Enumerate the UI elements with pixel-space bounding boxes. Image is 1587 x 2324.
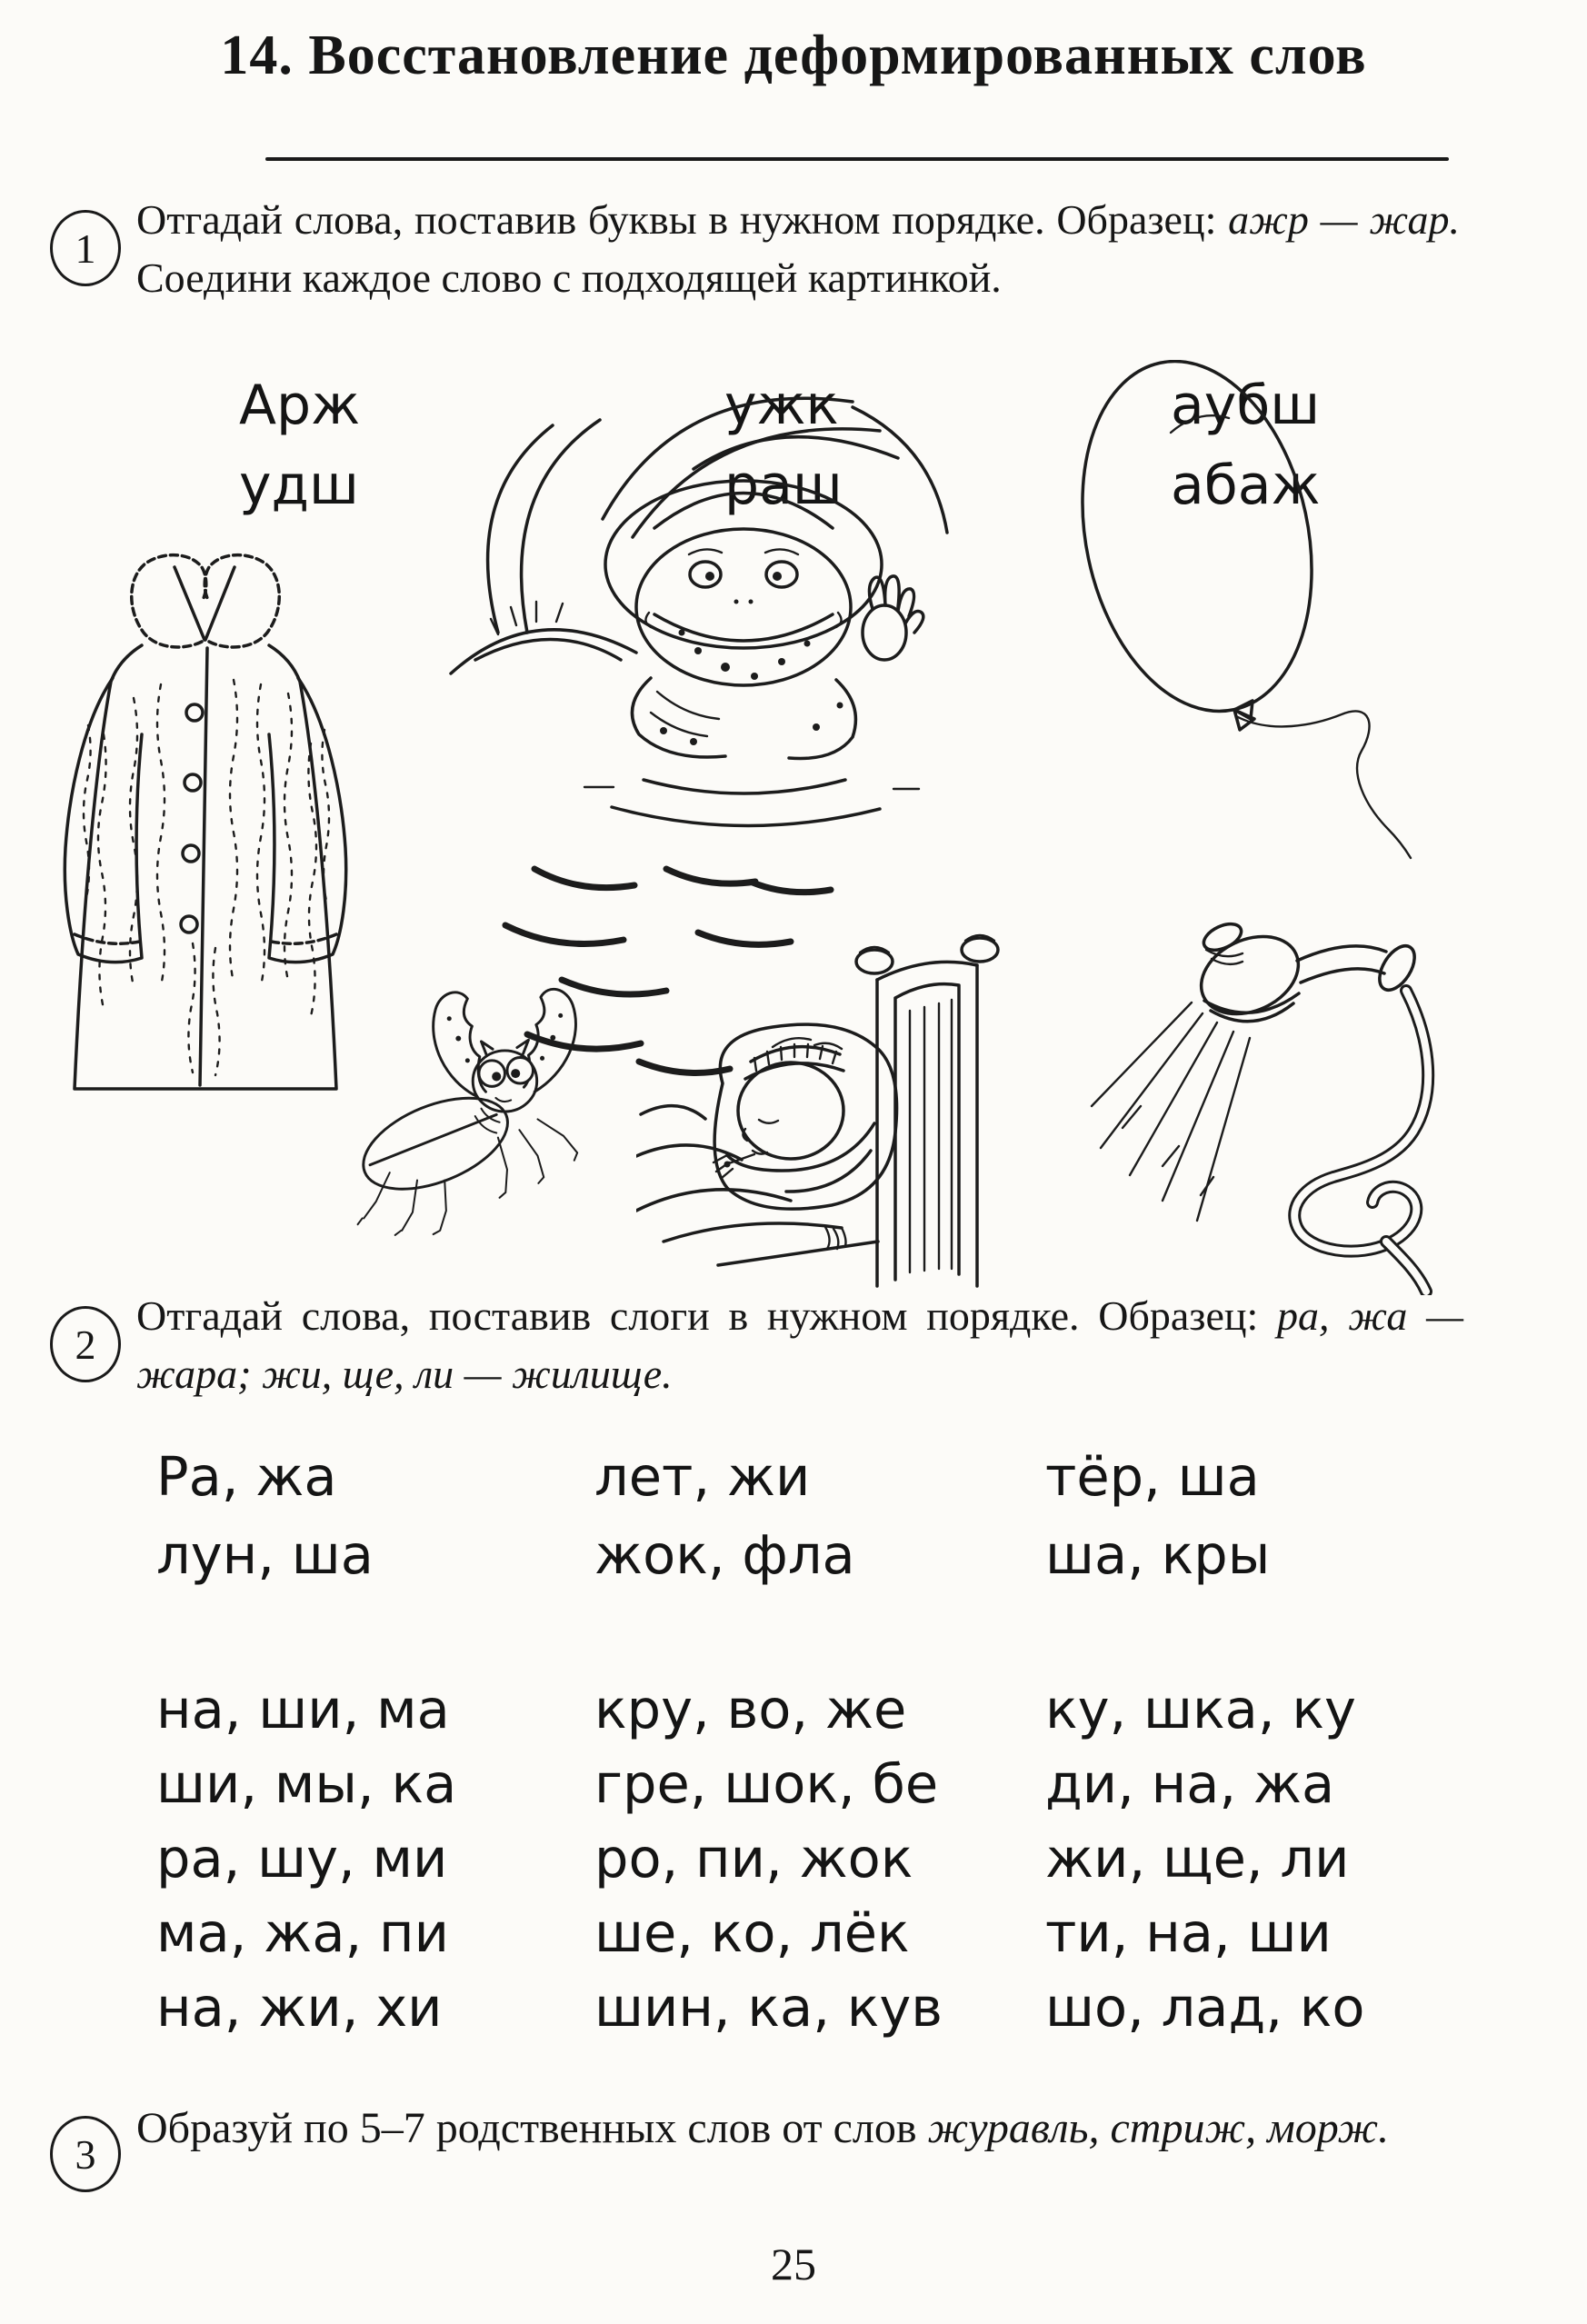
syllable-row: ма, жа, пи bbox=[156, 1901, 449, 1964]
syllables-block1-col2 bbox=[594, 1438, 855, 1594]
sleeping-person-illustration bbox=[636, 927, 1036, 1291]
exercise1-instruction bbox=[136, 191, 1460, 307]
syllables-block1-col1 bbox=[156, 1438, 374, 1594]
shower-head-illustration bbox=[1086, 913, 1532, 1295]
syllable-row: лун, ша bbox=[156, 1523, 374, 1586]
exercise2-number-badge bbox=[50, 1306, 121, 1382]
syllable-row: Ра, жа bbox=[156, 1445, 337, 1508]
syllable-row: ку, шка, ку bbox=[1045, 1678, 1356, 1741]
syllables-block1-col3 bbox=[1045, 1438, 1270, 1594]
exercise1-number: 1 bbox=[75, 224, 96, 272]
exercise1-number-badge bbox=[50, 210, 121, 286]
scrambled-word: абаж bbox=[1171, 454, 1321, 517]
syllable-row: шин, ка, кув bbox=[594, 1976, 943, 2039]
syllables-block2-col2 bbox=[594, 1672, 943, 2045]
syllable-row: лет, жи bbox=[594, 1445, 811, 1508]
syllable-row: ше, ко, лёк bbox=[594, 1901, 910, 1964]
exercise1-instruction-text: Отгадай слова, поставив буквы в нужном порядке. Образец: bbox=[136, 196, 1217, 243]
exercise1-example: ажр — жар. bbox=[1228, 196, 1461, 243]
balloon-illustration bbox=[1042, 360, 1442, 878]
syllable-row: ра, шу, ми bbox=[156, 1827, 448, 1890]
scrambled-word: Арж bbox=[239, 374, 361, 437]
stag-beetle-illustration bbox=[345, 965, 678, 1249]
scrambled-word: аубш bbox=[1171, 374, 1321, 437]
syllable-row: ши, мы, ка bbox=[156, 1752, 457, 1815]
scrambled-words-col1 bbox=[239, 365, 360, 525]
exercise2-example: ра, жа — жара; жи, ще, ли — жилище. bbox=[136, 1292, 1464, 1397]
page-number: 25 bbox=[771, 2239, 816, 2289]
syllable-row: ти, на, ши bbox=[1045, 1901, 1332, 1964]
syllable-row: на, ши, ма bbox=[156, 1678, 450, 1741]
scrambled-word: ужк bbox=[724, 374, 839, 437]
fur-coat-illustration bbox=[47, 534, 364, 1123]
syllable-row: ро, пи, жок bbox=[594, 1827, 913, 1890]
exercise3-number: 3 bbox=[75, 2130, 96, 2178]
exercise3-instruction bbox=[136, 2100, 1572, 2158]
exercise2-instruction bbox=[136, 1287, 1463, 1403]
syllable-row: шо, лад, ко bbox=[1045, 1976, 1365, 2039]
exercise2-number: 2 bbox=[75, 1321, 96, 1368]
syllable-row: жок, фла bbox=[594, 1523, 855, 1586]
scrambled-word: удш bbox=[239, 454, 359, 517]
scrambled-word: раш bbox=[724, 454, 843, 517]
exercise1-instruction-text2: Соедини каждое слово с подходящей картинкой. bbox=[136, 254, 1002, 301]
title-underline bbox=[265, 157, 1449, 161]
syllable-row: на, жи, хи bbox=[156, 1976, 443, 2039]
syllable-row: кру, во, же bbox=[594, 1678, 907, 1741]
page-title: 14. Восстановление деформированных слов bbox=[220, 25, 1367, 86]
syllable-row: гре, шок, бе bbox=[594, 1752, 939, 1815]
syllables-block2-col1 bbox=[156, 1672, 456, 2045]
exercise3-source-words: журавль, стриж, морж. bbox=[927, 2104, 1390, 2152]
exercise3-number-badge bbox=[50, 2116, 121, 2192]
exercise3-instruction-text: Образуй по 5–7 родственных слов от слов bbox=[136, 2104, 917, 2152]
syllable-row: ди, на, жа bbox=[1045, 1752, 1335, 1815]
exercise2-instruction-text: Отгадай слова, поставив слоги в нужном порядке. Образец: bbox=[136, 1292, 1259, 1339]
syllable-row: жи, ще, ли bbox=[1045, 1827, 1350, 1890]
syllable-row: ша, кры bbox=[1045, 1523, 1271, 1586]
syllables-block2-col3 bbox=[1045, 1672, 1365, 2045]
syllable-row: тёр, ша bbox=[1045, 1445, 1260, 1508]
